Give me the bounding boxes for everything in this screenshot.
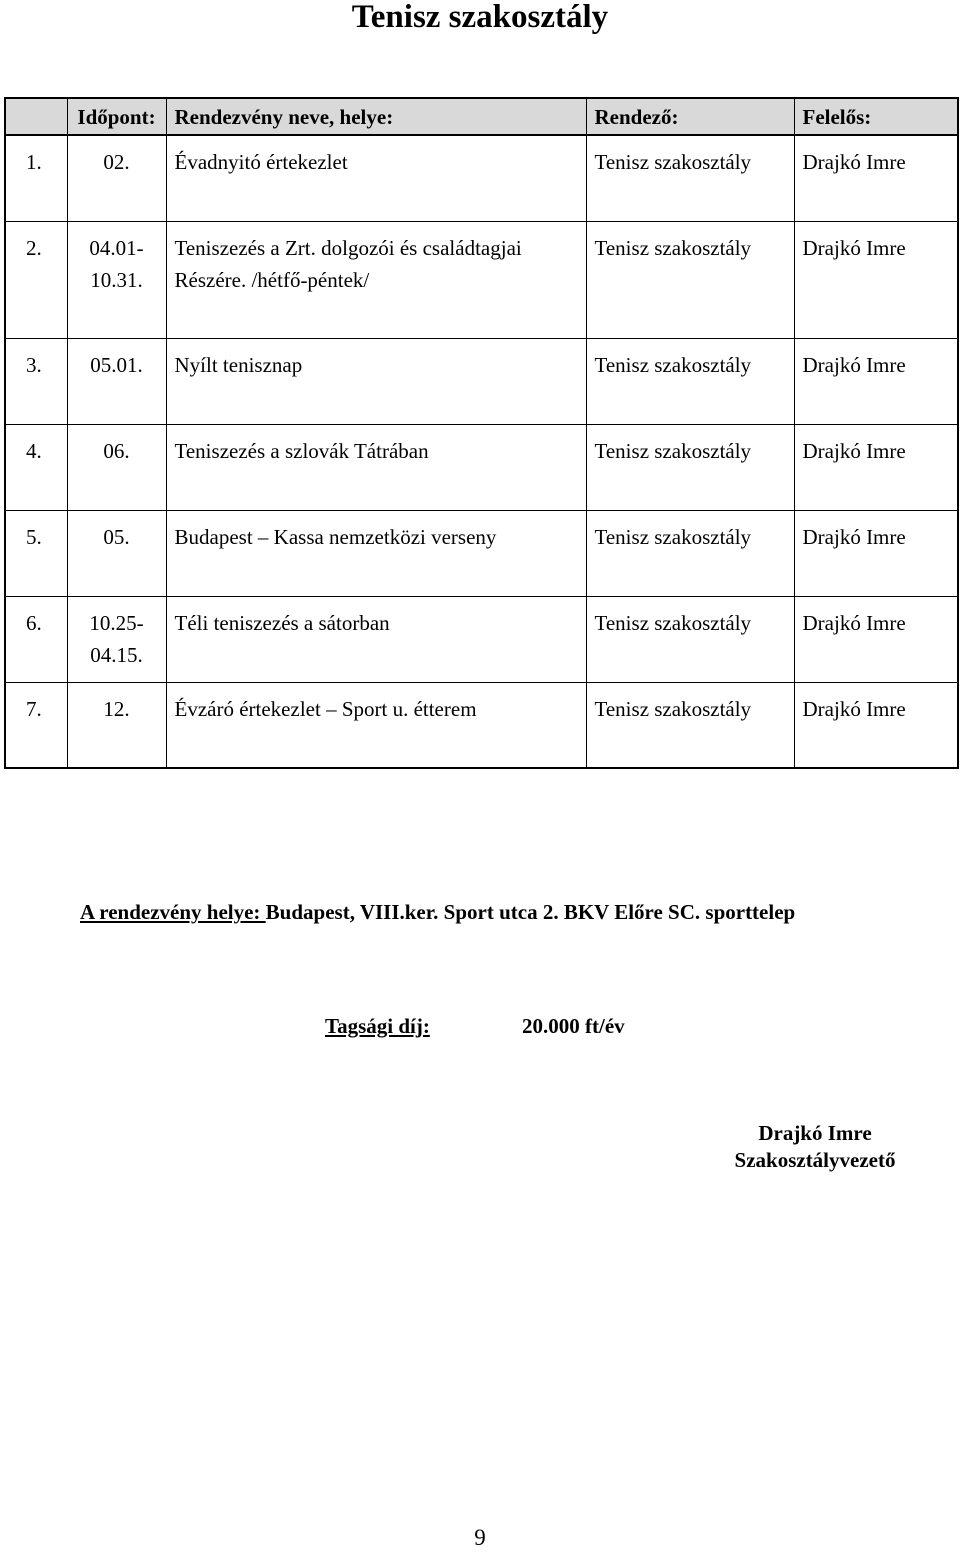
- row-responsible: Drajkó Imre: [794, 682, 958, 768]
- signature-name: Drajkó Imre: [758, 1121, 872, 1145]
- header-date: Időpont:: [67, 98, 166, 135]
- row-date: [67, 424, 166, 510]
- row-date: [67, 338, 166, 424]
- header-responsible: Felelős:: [794, 98, 958, 135]
- signature-block: [700, 1120, 930, 1174]
- venue-label: A rendezvény helye:: [80, 900, 266, 924]
- row-event-line: Évadnyitó értekezlet: [174, 150, 348, 174]
- row-number: 3.: [5, 338, 67, 424]
- row-organizer: Tenisz szakosztály: [586, 135, 794, 221]
- row-event: [166, 510, 586, 596]
- fee-label: Tagsági díj:: [325, 1014, 430, 1038]
- row-event: [166, 424, 586, 510]
- row-responsible: Drajkó Imre: [794, 135, 958, 221]
- row-event-line: Nyílt tenisznap: [174, 352, 303, 377]
- venue-value: Budapest, VIII.ker. Sport utca 2. BKV Előre SC. sporttelep: [265, 900, 796, 924]
- row-event: [166, 221, 586, 338]
- row-date-line: 12.: [103, 696, 130, 721]
- row-date: [67, 596, 166, 682]
- row-responsible: Drajkó Imre: [794, 596, 958, 682]
- row-organizer: Tenisz szakosztály: [586, 221, 794, 338]
- header-organizer: Rendező:: [586, 98, 794, 135]
- table-row: [5, 135, 958, 221]
- row-responsible: Drajkó Imre: [794, 424, 958, 510]
- row-date: [67, 135, 166, 221]
- row-date-line: 05.01.: [90, 352, 143, 377]
- row-date-line: 02.: [103, 150, 130, 174]
- table-row: [5, 596, 958, 682]
- row-event-line: Budapest – Kassa nemzetközi verseny: [174, 524, 497, 549]
- row-date-line: 05.: [103, 524, 130, 549]
- row-event: [166, 596, 586, 682]
- header-number: [5, 98, 67, 135]
- row-event-line: Téli teniszezés a sátorban: [174, 610, 390, 635]
- row-event: [166, 682, 586, 768]
- table-row: [5, 221, 958, 338]
- row-responsible: Drajkó Imre: [794, 510, 958, 596]
- row-event-line: Teniszezés a Zrt. dolgozói és családtagjai: [174, 235, 522, 260]
- row-date-line: 04.01-: [89, 235, 144, 260]
- page-number: 9: [474, 1525, 486, 1550]
- row-date-line: 04.15.: [90, 642, 143, 667]
- row-event: [166, 135, 586, 221]
- venue-line: [80, 898, 795, 926]
- row-date: [67, 510, 166, 596]
- row-number: 5.: [5, 510, 67, 596]
- row-event-line: Évzáró értekezlet – Sport u. étterem: [174, 696, 477, 721]
- row-number: 7.: [5, 682, 67, 768]
- row-responsible: Drajkó Imre: [794, 338, 958, 424]
- row-date: [67, 221, 166, 338]
- row-organizer: Tenisz szakosztály: [586, 424, 794, 510]
- row-organizer: Tenisz szakosztály: [586, 510, 794, 596]
- row-number: 1.: [5, 135, 67, 221]
- schedule-table: [4, 97, 959, 769]
- page-title: Tenisz szakosztály: [351, 0, 609, 35]
- table-row: [5, 338, 958, 424]
- row-organizer: Tenisz szakosztály: [586, 338, 794, 424]
- row-event-line: Részére. /hétfő-péntek/: [174, 267, 370, 292]
- row-event: [166, 338, 586, 424]
- fee-value: 20.000 ft/év: [522, 1014, 625, 1038]
- row-date-line: 10.31.: [90, 267, 143, 292]
- table-row: [5, 510, 958, 596]
- row-number: 4.: [5, 424, 67, 510]
- table-row: [5, 424, 958, 510]
- table-row: [5, 682, 958, 768]
- row-number: 6.: [5, 596, 67, 682]
- table-header-row: [5, 98, 958, 135]
- row-organizer: Tenisz szakosztály: [586, 682, 794, 768]
- row-responsible: Drajkó Imre: [794, 221, 958, 338]
- row-date-line: 06.: [103, 438, 130, 463]
- signature-role: Szakosztályvezető: [734, 1148, 896, 1172]
- row-date: [67, 682, 166, 768]
- row-date-line: 10.25-: [89, 610, 144, 635]
- row-organizer: Tenisz szakosztály: [586, 596, 794, 682]
- row-event-line: Teniszezés a szlovák Tátrában: [174, 438, 429, 463]
- header-event: Rendezvény neve, helye:: [166, 98, 586, 135]
- row-number: 2.: [5, 221, 67, 338]
